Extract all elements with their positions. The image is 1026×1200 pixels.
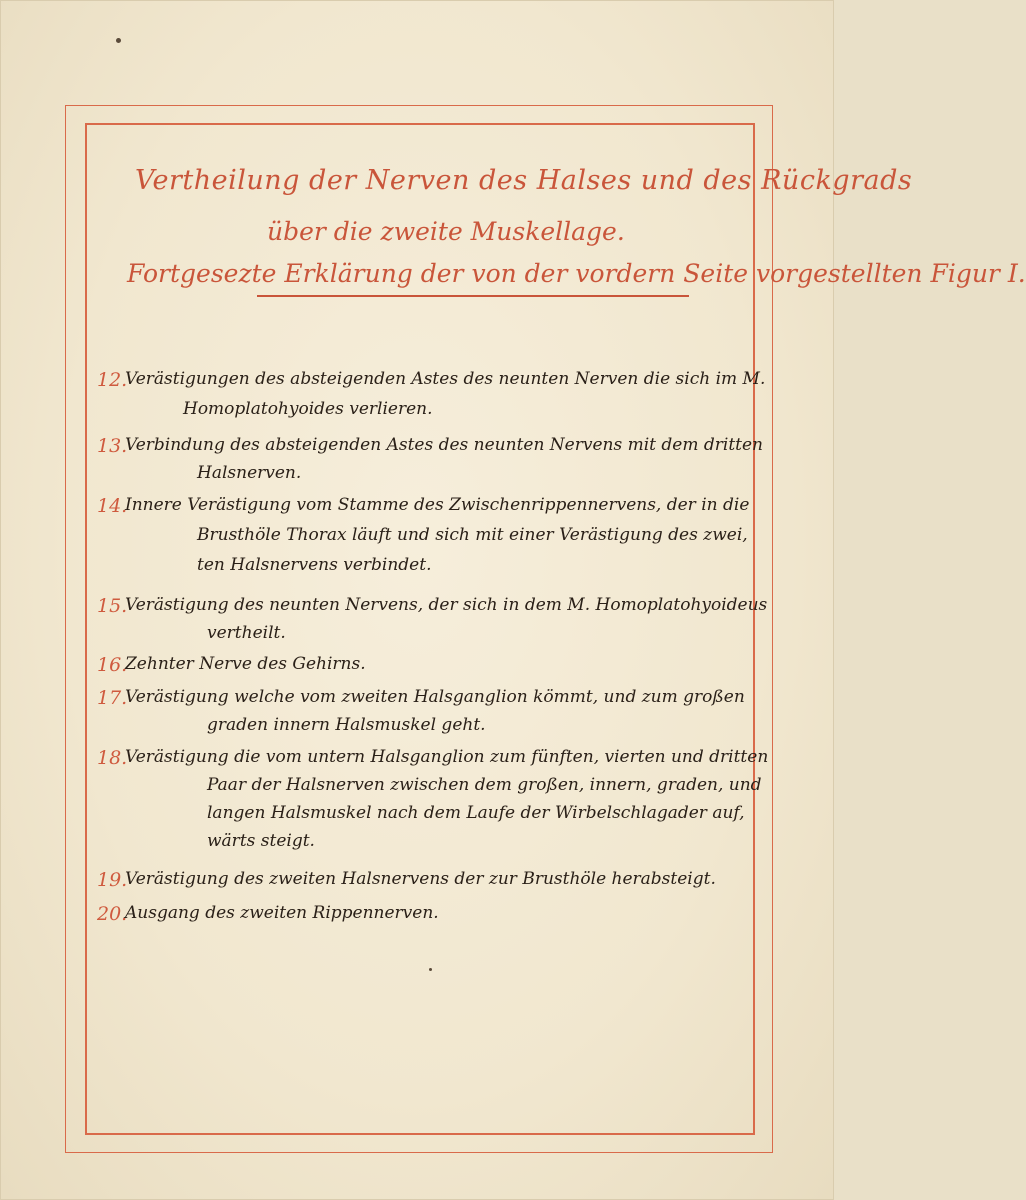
- entry-text: Verästigung welche vom zweiten Halsganglion kömmt, und zum großen: [125, 687, 745, 707]
- entry-text: Zehnter Nerve des Gehirns.: [125, 654, 366, 674]
- ink-spot: [116, 38, 121, 43]
- heading-line-3: Fortgesezte Erklärung der von der vordern Seite vorgestellten Figur I.: [127, 259, 1026, 288]
- entry-number: 19.: [97, 869, 128, 891]
- entry-number: 17.: [97, 687, 128, 709]
- entry-number: 14.: [97, 495, 128, 517]
- entry-text: graden innern Halsmuskel geht.: [207, 715, 486, 735]
- entry-number: 16.: [97, 654, 128, 676]
- entry-text: Halsnerven.: [197, 463, 302, 483]
- entry-text: Verästigung des zweiten Halsnervens der zur Brusthöle herabsteigt.: [125, 869, 716, 889]
- entry-text: Verbindung des absteigenden Astes des neunten Nervens mit dem dritten: [125, 435, 763, 455]
- entry-number: 12.: [97, 369, 128, 391]
- entry-text: langen Halsmuskel nach dem Laufe der Wirbelschlagader auf,: [207, 803, 745, 823]
- entry-text: wärts steigt.: [207, 831, 315, 851]
- entry-number: 13.: [97, 435, 128, 457]
- entry-text: Verästigungen des absteigenden Astes des neunten Nerven die sich im M.: [125, 369, 766, 389]
- entry-text: Ausgang des zweiten Rippennerven.: [125, 903, 439, 923]
- entry-text: Brusthöle Thorax läuft und sich mit einer Verästigung des zwei,: [197, 525, 748, 545]
- heading-underline: [257, 295, 689, 297]
- heading-line-1: Vertheilung der Nerven des Halses und des Rückgrads: [135, 165, 913, 196]
- entry-text: Verästigung die vom untern Halsganglion zum fünften, vierten und dritten: [125, 747, 769, 767]
- entry-text: Homoplatohyoides verlieren.: [183, 399, 433, 419]
- entry-text: vertheilt.: [207, 623, 286, 643]
- entry-number: 18.: [97, 747, 128, 769]
- entry-text: Innere Verästigung vom Stamme des Zwischenrippennervens, der in die: [125, 495, 750, 515]
- entry-number: 15.: [97, 595, 128, 617]
- entry-number: 20.: [97, 903, 128, 925]
- entry-text: Verästigung des neunten Nervens, der sich in dem M. Homoplatohyoideus: [125, 595, 768, 615]
- entry-text: ten Halsnervens verbindet.: [197, 555, 432, 575]
- heading-line-2: über die zweite Muskellage.: [267, 217, 625, 246]
- entry-text: Paar der Halsnerven zwischen dem großen, innern, graden, und: [207, 775, 762, 795]
